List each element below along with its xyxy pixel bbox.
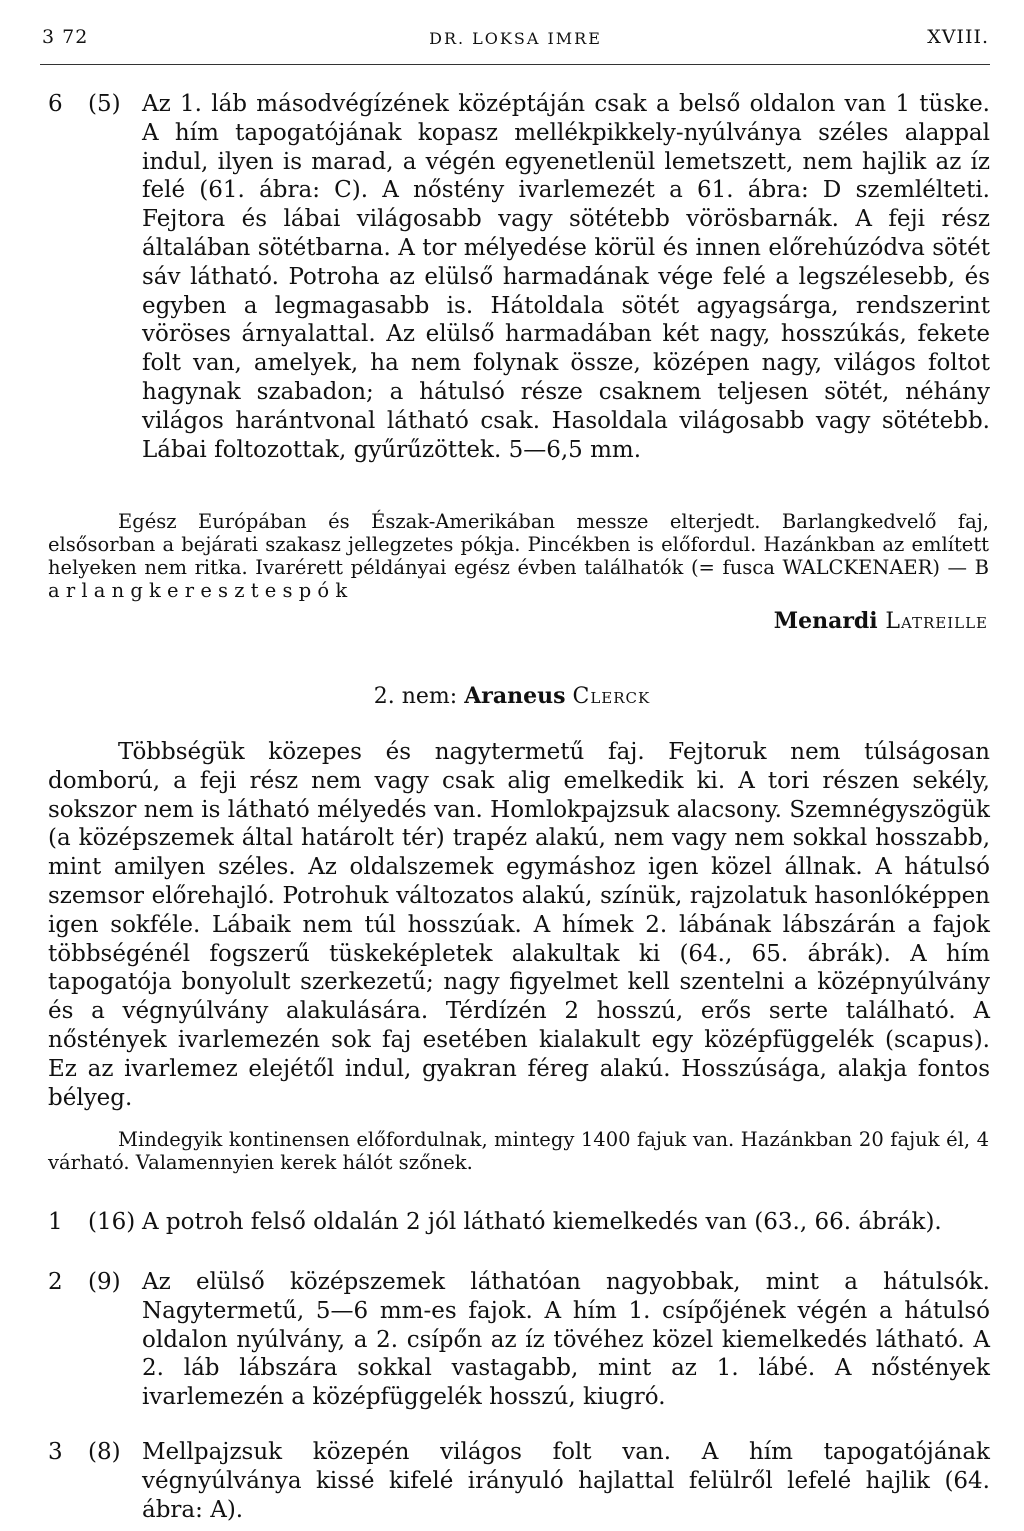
page-number: 3 72	[42, 26, 89, 48]
key-text: Az 1. láb másodvégízének középtáján csak a belső oldalon van 1 tüske. A hím tapogatójának kopasz mellékpikkely-nyúlványa széles alappal indul, ilyen is marad, a végén egyenetlenül lemetszett, nem hajlik az íz felé (61. ábra: C). A nőstény ivarlemezét a 61. ábra: D szemlélteti. Fejtora és lábai világosabb vagy sötétebb vörösbarnák. A feji rész általában sötétbarna. A tor mélyedése körül és innen előrehúzódva sötét sáv látható. Potroha az elülső harmadának vége felé a legszélesebb, és egyben a legmagasabb is. Hátoldala sötét agyagsárga, rendszerint vöröses árnyalattal. Az elülső harmadában két nagy, hosszúkás, fekete folt van, amelyek, ha nem folynak össze, középen nagy, világos foltot hagynak szabadon; a hátulsó része csaknem teljesen sötét, néhány világos harántvonal látható csak. Hasoldala világosabb vagy sötétebb. Lábai foltozottak, gyűrűzöttek. 5—6,5 mm.	[142, 91, 990, 463]
key-back-reference: (9)	[88, 1269, 121, 1295]
key-text: Az elülső középszemek láthatóan nagyobbak, mint a hátulsók. Nagytermetű, 5—6 mm-es fajok. A hím 1. csípőjének végén a hátulsó oldalon nyúlvány, a 2. csípőn az íz tövéhez közel kiemelkedés látható. A 2. láb lábszára sokkal vastagabb, mint az 1. lábé. A nőstények ivarlemezén a középfüggelék hosszú, kiugró.	[142, 1269, 990, 1411]
header-rule	[40, 64, 990, 65]
key-number: 1	[48, 1209, 63, 1235]
key-text: Mellpajzsuk közepén világos folt van. A hím tapogatójának végnyúlványa kissé kifelé irányuló hajlattal felülről lefelé hajlik (64. ábra: A).	[142, 1439, 990, 1523]
key-back-reference: (5)	[88, 91, 121, 117]
species-name: Menardi	[773, 608, 878, 634]
running-header	[42, 26, 989, 60]
volume-number: XVIII.	[927, 26, 989, 48]
running-author: DR. LOKSA IMRE	[429, 29, 602, 48]
genus-description	[48, 738, 990, 1112]
species-author: Latreille	[885, 609, 988, 634]
key-text: A potroh felső oldalán 2 jól látható kiemelkedés van (63., 66. ábrák).	[142, 1209, 942, 1235]
key-back-reference: (8)	[88, 1439, 121, 1465]
distribution-note-genus: Mindegyik kontinensen előfordulnak, mintegy 1400 fajuk van. Hazánkban 20 fajuk él, 4 várható. Valamennyien kerek hálót szőnek.	[48, 1128, 989, 1174]
key-entry-6	[48, 90, 990, 464]
genus-heading	[0, 683, 1024, 709]
key-number: 3	[48, 1439, 63, 1465]
species-heading	[774, 608, 988, 634]
distribution-note: Egész Európában és Észak-Amerikában messze elterjedt. Barlangkedvelő faj, elsősorban a bejárati szakasz jellegzetes pókja. Pincékben is előfordul. Hazánkban az említett helyeken nem ritka. Ivarérett példányai egész évben találhatók (= fusca WALCKENAER) — B a r l a n g k e r e s z t e s p ó k	[48, 510, 989, 602]
key-entry-1	[48, 1208, 990, 1237]
genus-prefix: 2. nem:	[373, 684, 458, 709]
key-entry-2	[48, 1268, 990, 1412]
key-entry-3	[48, 1438, 990, 1524]
genus-author: Clerck	[572, 684, 651, 709]
key-number: 2	[48, 1269, 63, 1295]
genus-description-text: Többségük közepes és nagytermetű faj. Fejtoruk nem túlságosan domború, a feji rész nem vagy csak alig emelkedik ki. A tori részen sekély, sokszor nem is látható mélyedés van. Homlokpajzsuk alacsony. Szemnégyszögük (a középszemek által határolt tér) trapéz alakú, nem vagy nem sokkal hosszabb, mint amilyen széles. Az oldalszemek egymáshoz igen közel állnak. A hátulsó szemsor előrehajló. Potrohuk változatos alakú, színük, rajzolatuk hasonlóképpen igen sokféle. Lábaik nem túl hosszúak. A hímek 2. lábának lábszárán a fajok többségénél fogszerű tüskeképletek alakultak ki (64., 65. ábrák). A hím tapogatója bonyolult szerkezetű; nagy figyelmet kell szentelni a középnyúlvány és a végnyúlvány alakulására. Térdízén 2 hosszú, erős serte található. A nőstények ivarlemezén sok faj esetében kialakult egy középfüggelék (scapus). Ez az ivarlemez elejétől indul, gyakran féreg alakú. Hosszúsága, alakja fontos bélyeg.	[48, 739, 990, 1111]
genus-name: Araneus	[464, 683, 566, 709]
key-number: 6	[48, 91, 63, 117]
key-back-reference: (16)	[88, 1209, 136, 1235]
